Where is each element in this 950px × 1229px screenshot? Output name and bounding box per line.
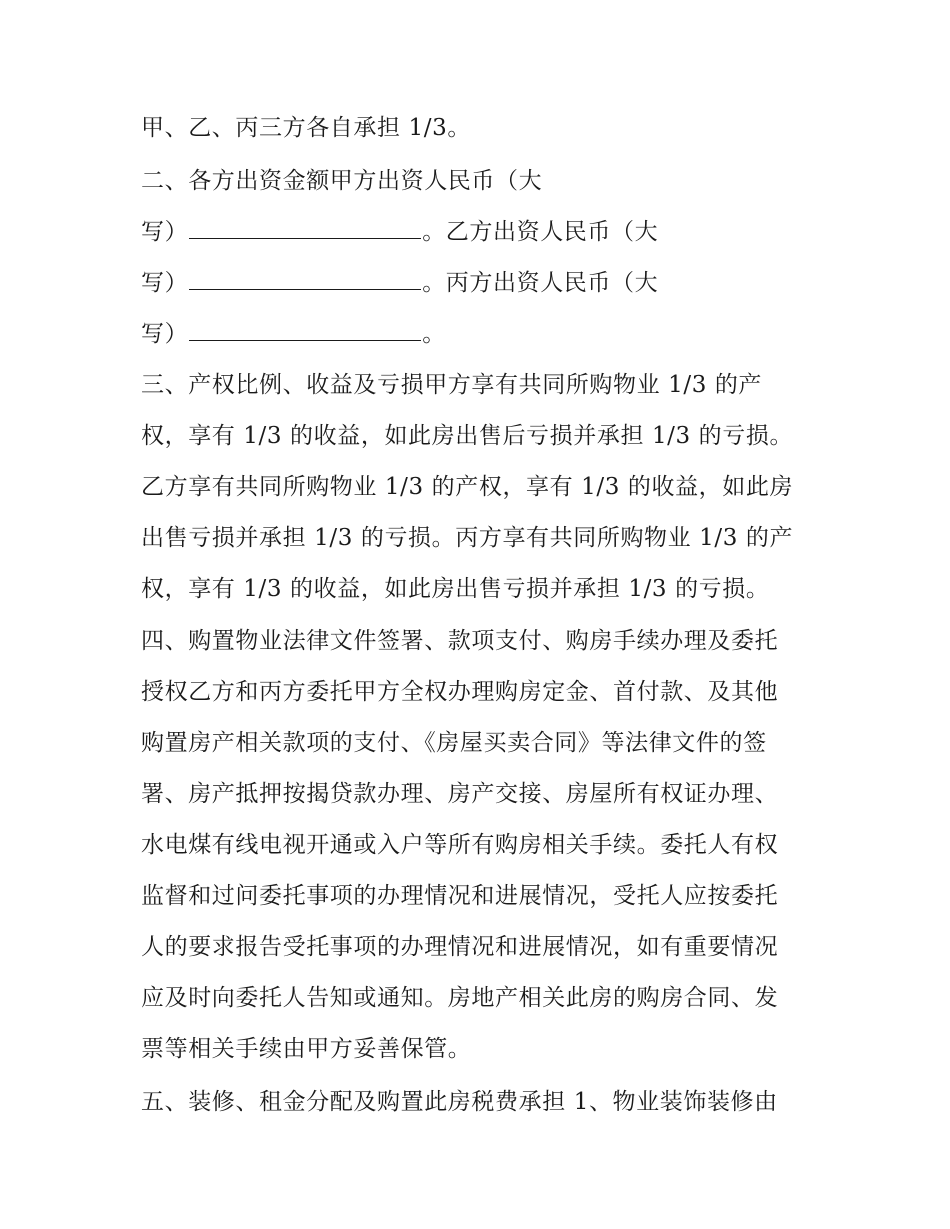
text-line: 五、装修、租金分配及购置此房税费承担 1、物业装饰装修由 xyxy=(141,1089,778,1115)
text-line xyxy=(141,320,446,348)
text-line: 权，享有 1/3 的收益，如此房出售亏损并承担 1/3 的亏损。 xyxy=(141,576,770,602)
text-line: 水电煤有线电视开通或入户等所有购房相关手续。委托人有权 xyxy=(141,832,779,858)
text-line: 甲、乙、丙三方各自承担 1/3。 xyxy=(141,115,471,141)
text-fragment: 。丙方出资人民币（大 xyxy=(422,270,659,296)
text-line: 人的要求报告受托事项的办理情况和进展情况，如有重要情况 xyxy=(141,934,779,960)
text-fragment: 。乙方出资人民币（大 xyxy=(422,219,659,245)
fill-in-blank-yi-amount xyxy=(189,269,421,290)
text-fragment: 写） xyxy=(141,270,189,296)
text-fragment: 写） xyxy=(141,321,189,347)
fill-in-blank-jia-amount xyxy=(189,218,421,239)
text-line: 二、各方出资金额甲方出资人民币（大 xyxy=(141,168,543,194)
text-fragment: 写） xyxy=(141,219,189,245)
text-line: 乙方享有共同所购物业 1/3 的产权，享有 1/3 的收益，如此房 xyxy=(141,474,794,500)
text-line: 四、购置物业法律文件签署、款项支付、购房手续办理及委托 xyxy=(141,628,779,654)
text-line xyxy=(141,269,658,297)
text-line xyxy=(141,218,658,246)
text-line: 出售亏损并承担 1/3 的亏损。丙方享有共同所购物业 1/3 的产 xyxy=(141,525,794,551)
text-line: 三、产权比例、收益及亏损甲方享有共同所购物业 1/3 的产 xyxy=(141,372,763,398)
text-fragment: 。 xyxy=(422,321,446,347)
text-line: 购置房产相关款项的支付、《房屋买卖合同》等法律文件的签 xyxy=(141,730,767,756)
text-line: 应及时向委托人告知或通知。房地产相关此房的购房合同、发 xyxy=(141,985,779,1011)
text-line: 票等相关手续由甲方妥善保管。 xyxy=(141,1036,472,1062)
text-line: 授权乙方和丙方委托甲方全权办理购房定金、首付款、及其他 xyxy=(141,679,779,705)
text-line: 署、房产抵押按揭贷款办理、房产交接、房屋所有权证办理、 xyxy=(141,781,779,807)
fill-in-blank-bing-amount xyxy=(189,320,421,341)
text-line: 权，享有 1/3 的收益，如此房出售后亏损并承担 1/3 的亏损。 xyxy=(141,423,794,449)
text-line: 监督和过问委托事项的办理情况和进展情况，受托人应按委托 xyxy=(141,883,779,909)
